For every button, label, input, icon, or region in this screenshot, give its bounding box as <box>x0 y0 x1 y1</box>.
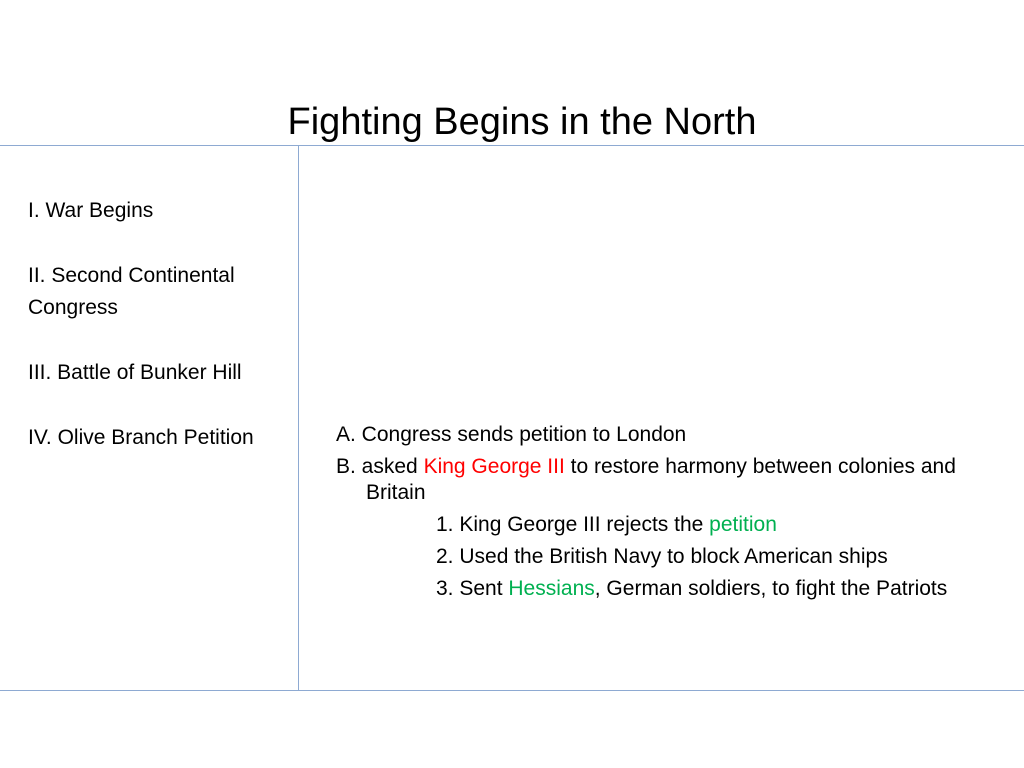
bottom-divider <box>0 690 1024 691</box>
notes-list <box>336 422 1016 608</box>
outline-item: I. War Begins <box>28 199 154 222</box>
note-sub-1 <box>336 512 1016 538</box>
slide-title: Fighting Begins in the North <box>287 101 757 143</box>
note-sub-1-highlight: petition <box>709 513 777 536</box>
note-b <box>336 454 1016 506</box>
outline-item: IV. Olive Branch Petition <box>28 426 254 449</box>
outline-list <box>28 195 298 487</box>
note-a: A. Congress sends petition to London <box>336 423 687 446</box>
note-sub-3-suffix: , German soldiers, to fight the Patriots <box>594 577 948 600</box>
note-sub-1-prefix: 1. King George III rejects the <box>436 513 710 536</box>
outline-item: III. Battle of Bunker Hill <box>28 361 242 384</box>
note-b-suffix: to restore harmony between colonies and Britain <box>366 455 956 504</box>
note-sub-2: 2. Used the British Navy to block American ships <box>436 545 888 568</box>
note-b-prefix: B. asked <box>336 455 424 478</box>
note-sub-3-highlight: Hessians <box>508 577 595 600</box>
top-divider <box>0 145 1024 146</box>
note-b-highlight: King George III <box>423 455 565 478</box>
note-sub-3 <box>336 576 1016 602</box>
column-divider <box>298 145 299 691</box>
note-sub-3-prefix: 3. Sent <box>436 577 509 600</box>
outline-item: II. Second Continental Congress <box>28 264 235 319</box>
